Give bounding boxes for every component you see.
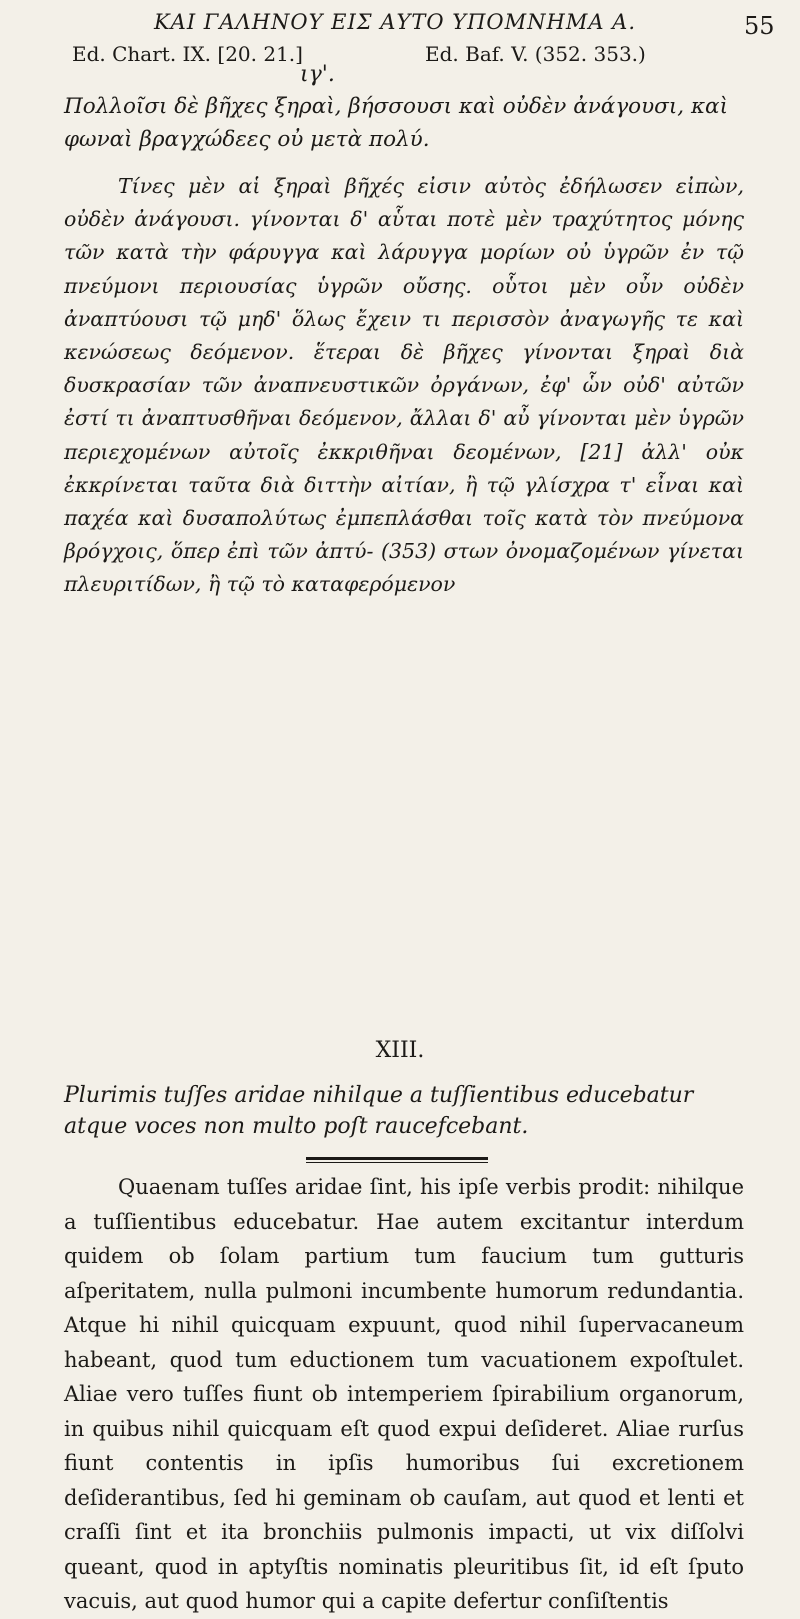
- edition-reference-basel: Ed. Baf. V. (352. 353.): [425, 42, 646, 66]
- greek-section-number: ιγ'.: [300, 62, 335, 87]
- running-head: ΚΑΙ ΓΑΛΗΝΟΥ ΕΙΣ ΑΥΤΟ ΥΠΟΜΝΗΜΑ Α.: [153, 10, 636, 34]
- page-number: 55: [744, 12, 775, 40]
- greek-lemma: Πολλοῖσι δὲ βῆχες ξηραὶ, βήσσουσι καὶ οὐδὲν ἀνάγουσι, καὶ φωναὶ βραγχώδεες οὐ μετὰ πολύ.: [64, 94, 729, 152]
- latin-section-number: XIII.: [375, 1038, 425, 1063]
- latin-lemma: Plurimis tuſſes aridae nihilque a tuſſientibus educebatur atque voces non multo poſt raucefcebant.: [64, 1083, 694, 1139]
- edition-reference-chartier: Ed. Chart. IX. [20. 21.]: [72, 42, 303, 66]
- latin-commentary: Quaenam tuſſes aridae ſint, his ipſe verbis prodit: nihilque a tuſſientibus educebatur. Hae autem excitantur interdum quidem ob ſolam partium tum faucium tum gutturis aſperitatem, nulla pulmoni incumbente humorum redundantia. Atque hi nihil quicquam expuunt, quod nihil ſupervacaneum habeant, quod tum eductionem tum vacuationem expoſtulet. Aliae vero tuſſes fiunt ob intemperiem ſpirabilium organorum, in quibus nihil quicquam eſt quod expui deſideret. Aliae rurſus fiunt contentis in ipſis humoribus ſui excretionem deſiderantibus, ſed hi geminam ob cauſam, aut quod et lenti et craſſi ſint et ita bronchiis pulmonis impacti, ut vix diſſolvi queant, quod in aptyſtis nominatis pleuritibus ſit, id eſt ſputo vacuis, aut quod humor qui a capite defertur conſiſtentis: [64, 1175, 744, 1613]
- greek-commentary: Τίνες μὲν αἱ ξηραὶ βῆχές εἰσιν αὐτὸς ἐδήλωσεν εἰπὼν, οὐδὲν ἀνάγουσι. γίνονται δ' αὗται ποτὲ μὲν τραχύτητος μόνης τῶν κατὰ τὴν φάρυγγα καὶ λάρυγγα μορίων οὐ ὑγρῶν ἐν τῷ πνεύμονι περιουσίας ὑγρῶν οὔσης. οὗτοι μὲν οὖν οὐδὲν ἀναπτύουσι τῷ μηδ' ὅλως ἔχειν τι περισσὸν ἀναγωγῆς τε καὶ κενώσεως δεόμενον. ἕτεραι δὲ βῆχες γίνονται ξηραὶ διὰ δυσκρασίαν τῶν ἀναπνευστικῶν ὀργάνων, ἐφ' ὧν οὐδ' αὐτῶν ἐστί τι ἀναπτυσθῆναι δεόμενον, ἄλλαι δ' αὖ γίνονται μὲν ὑγρῶν περιεχομένων αὐτοῖς ἐκκριθῆναι δεομένων, [21] ἀλλ' οὐκ ἐκκρίνεται ταῦτα διὰ διττὴν αἰτίαν, ἢ τῷ γλίσχρα τ' εἶναι καὶ παχέα καὶ δυσαπολύτως ἐμπεπλάσθαι τοῖς κατὰ τὸν πνεύμονα βρόγχοις, ὅπερ ἐπὶ τῶν ἀπτύ- (353) στων ὀνομαζομένων γίνεται πλευριτίδων, ἢ τῷ τὸ καταφερόμενον: [64, 174, 744, 597]
